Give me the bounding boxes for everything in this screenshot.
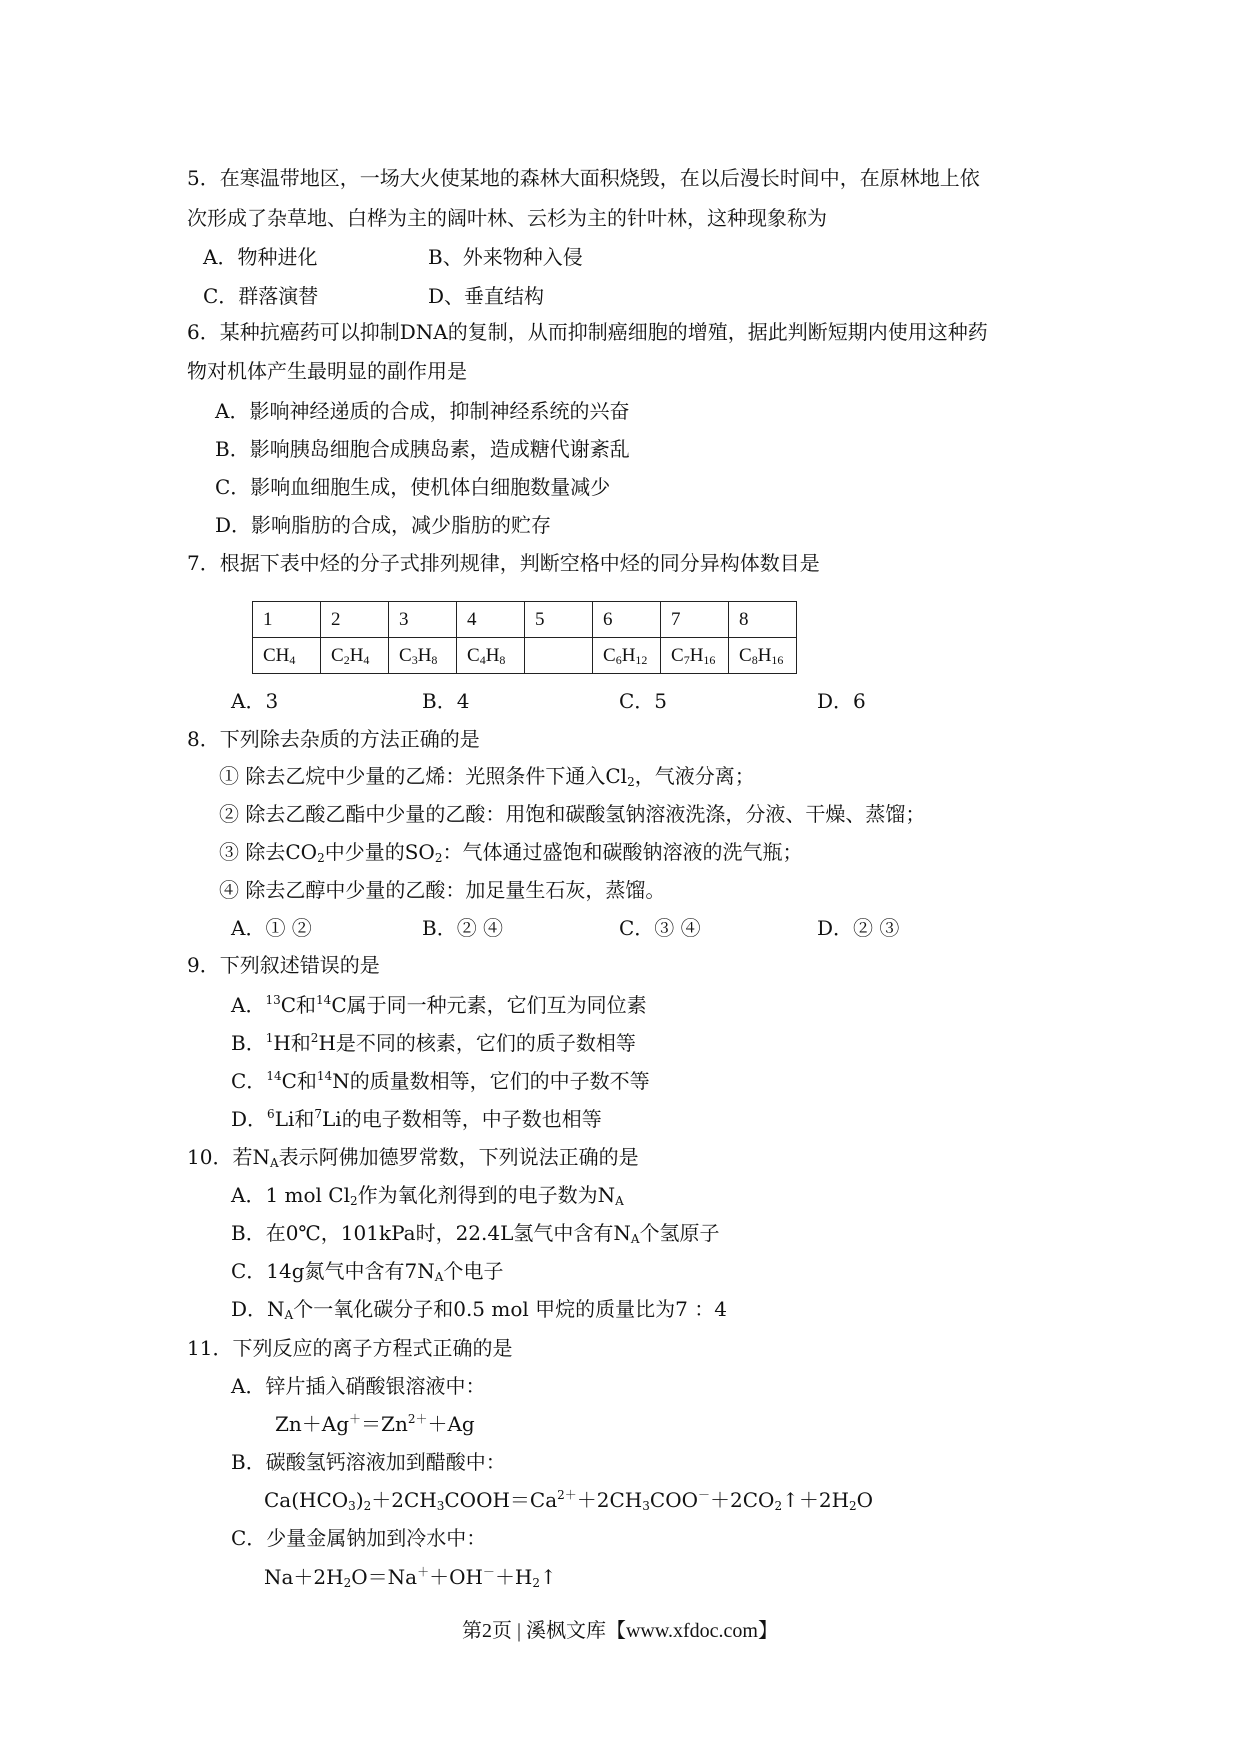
q5-option-c: C．群落演替 <box>203 284 319 308</box>
q10-option-d: D．$N_A$个一氧化碳分子和0.5 mol 甲烷的质量比为7 ：4 <box>231 1297 727 1322</box>
q5-option-a: A．物种进化 <box>203 245 318 269</box>
q6-option-b: B．影响胰岛细胞合成胰岛素，造成糖代谢紊乱 <box>215 437 630 461</box>
q11-option-b-equation: $Ca(HCO_3)_2+2CH_3COOH=Ca^{2+}+2CH_3COO^-+2CO_2↑+2H_2O$ <box>264 1488 874 1513</box>
table-cell: 2 <box>321 602 389 638</box>
q11-option-c-equation: $Na+2H_2O=Na^++OH^-+H_2↑$ <box>264 1565 557 1590</box>
q7-option-b: B．4 <box>422 689 470 713</box>
q8-item-3: ③ 除去$CO_2$中少量的$SO_2$：气体通过盛饱和碳酸钠溶液的洗气瓶； <box>219 840 803 865</box>
q8-option-b: B．② ④ <box>422 916 504 940</box>
q10-option-a: A．1 mol $Cl_2$作为氧化剂得到的电子数为$N_A$ <box>231 1183 624 1208</box>
formula-cell: $C_7H_{16}$ <box>661 638 729 674</box>
q6-option-c: C．影响血细胞生成，使机体白细胞数量减少 <box>215 475 611 499</box>
table-row-formula <box>253 638 797 674</box>
page-footer: 第2页 | 溪枫文库【www.xfdoc.com】 <box>461 1620 778 1642</box>
formula-cell: $CH_4$ <box>253 638 321 674</box>
q9-option-d: D．$^6$Li和$^7$Li的电子数相等，中子数也相等 <box>231 1107 602 1131</box>
q8-option-d: D．② ③ <box>817 916 900 940</box>
formula-cell: $C_4H_8$ <box>457 638 525 674</box>
q6-stem-line1: 6．某种抗癌药可以抑制DNA的复制，从而抑制癌细胞的增殖，据此判断短期内使用这种药 <box>187 320 988 344</box>
q5-stem-line1: 5．在寒温带地区，一场大火使某地的森林大面积烧毁，在以后漫长时间中，在原林地上依 <box>187 166 980 190</box>
q7-option-c: C．5 <box>619 689 668 713</box>
hydrocarbon-table <box>252 601 797 674</box>
formula-cell: $C_3H_8$ <box>389 638 457 674</box>
q7-stem: 7．根据下表中烃的分子式排列规律，判断空格中烃的同分异构体数目是 <box>187 551 820 575</box>
q11-option-a: A．锌片插入硝酸银溶液中： <box>231 1374 486 1398</box>
q8-item-2: ② 除去乙酸乙酯中少量的乙酸：用饱和碳酸氢钠溶液洗涤，分液、干燥、蒸馏； <box>219 802 926 826</box>
q11-stem: 11．下列反应的离子方程式正确的是 <box>187 1336 513 1360</box>
q7-option-d: D．6 <box>817 689 866 713</box>
table-cell: 3 <box>389 602 457 638</box>
q8-item-4: ④ 除去乙醇中少量的乙酸：加足量生石灰，蒸馏。 <box>219 878 666 902</box>
q9-stem: 9．下列叙述错误的是 <box>187 953 380 977</box>
q6-option-d: D．影响脂肪的合成，减少脂肪的贮存 <box>215 513 552 537</box>
q5-stem-line2: 次形成了杂草地、白桦为主的阔叶林、云杉为主的针叶林，这种现象称为 <box>187 206 827 230</box>
q7-option-a: A．3 <box>231 689 279 713</box>
table-cell: 8 <box>729 602 797 638</box>
table-row-index <box>253 602 797 638</box>
q9-option-a: A．$^{13}$C和$^{14}$C属于同一种元素，它们互为同位素 <box>231 993 647 1017</box>
table-cell: 1 <box>253 602 321 638</box>
table-cell: 5 <box>525 602 593 638</box>
q8-stem: 8．下列除去杂质的方法正确的是 <box>187 727 480 751</box>
table-cell: 4 <box>457 602 525 638</box>
formula-cell: $C_8H_{16}$ <box>729 638 797 674</box>
q10-stem: 10．若$N_A$表示阿佛加德罗常数，下列说法正确的是 <box>187 1145 639 1170</box>
q11-option-c: C．少量金属钠加到冷水中： <box>231 1526 487 1550</box>
formula-cell: $C_6H_{12}$ <box>593 638 661 674</box>
q5-option-b: B、外来物种入侵 <box>428 245 583 269</box>
q9-option-c: C．$^{14}$C和$^{14}$N的质量数相等，它们的中子数不等 <box>231 1069 650 1093</box>
q8-item-1: ① 除去乙烷中少量的乙烯：光照条件下通入$Cl_2$，气液分离； <box>219 764 755 789</box>
formula-cell-blank <box>525 638 593 674</box>
q8-option-c: C．③ ④ <box>619 916 701 940</box>
q6-option-a: A．影响神经递质的合成，抑制神经系统的兴奋 <box>215 399 630 423</box>
q9-option-b: B．$^1$H和$^2$H是不同的核素，它们的质子数相等 <box>231 1031 636 1055</box>
q8-option-a: A．① ② <box>231 916 312 940</box>
table-cell: 6 <box>593 602 661 638</box>
q5-option-d: D、垂直结构 <box>428 284 545 308</box>
table-cell: 7 <box>661 602 729 638</box>
q6-stem-line2: 物对机体产生最明显的副作用是 <box>187 359 467 383</box>
q10-option-c: C．14g氮气中含有$7N_A$个电子 <box>231 1259 504 1284</box>
q11-option-a-equation: $Zn+Ag^+=Zn^{2+}+Ag$ <box>275 1412 475 1436</box>
q11-option-b: B．碳酸氢钙溶液加到醋酸中： <box>231 1450 506 1474</box>
formula-cell: $C_2H_4$ <box>321 638 389 674</box>
q10-option-b: B．在0℃，101kPa时，22.4L氢气中含有$N_A$个氢原子 <box>231 1221 720 1246</box>
